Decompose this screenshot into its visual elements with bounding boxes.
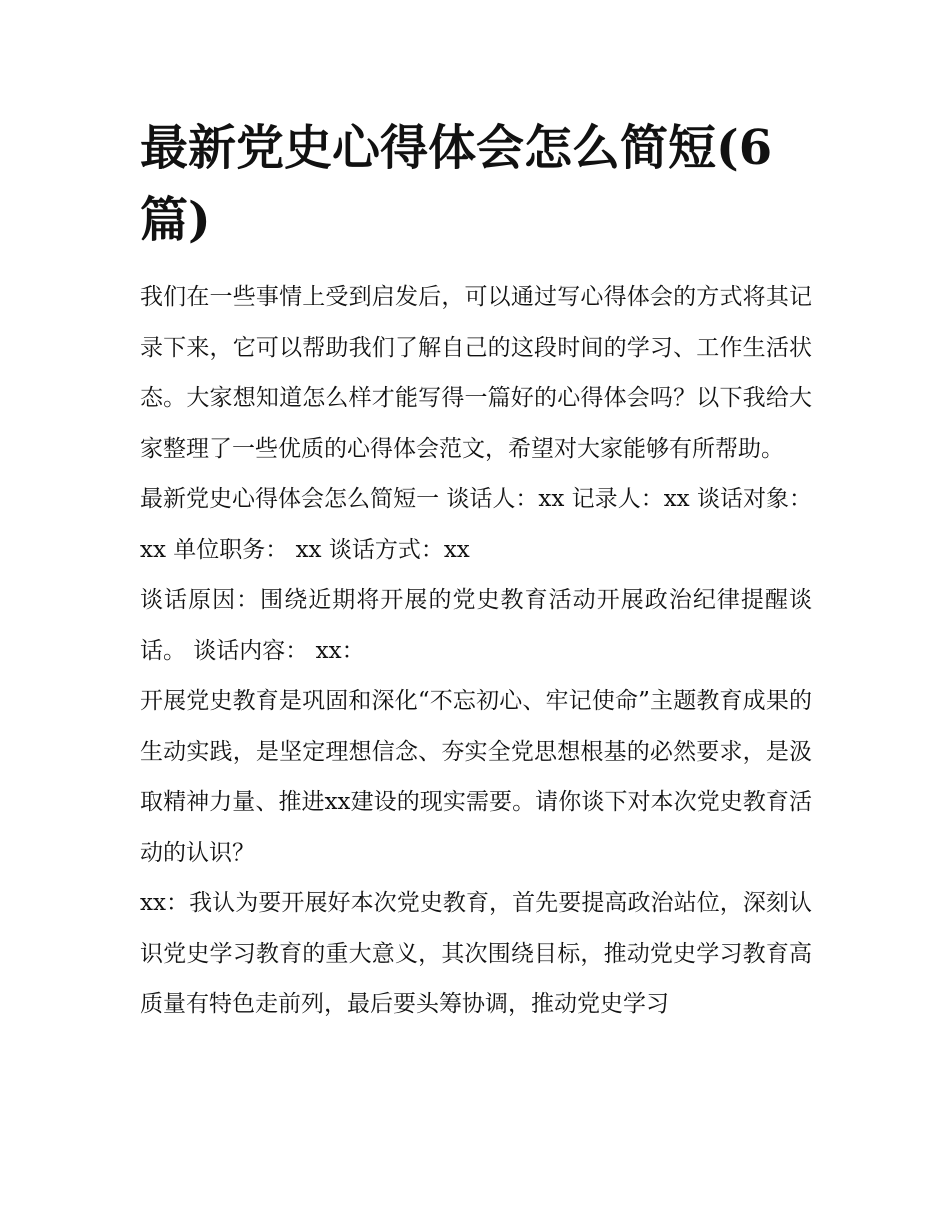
question-paragraph: 开展党史教育是巩固和深化“不忘初心、牢记使命”主题教育成果的生动实践，是坚定理想信念、夯实全党思想根基的必然要求，是汲取精神力量、推进xx建设的现实需要。请你谈下对本次党史教育活动的认识？ bbox=[140, 688, 812, 866]
interview-reason-paragraph: 谈话原因：围绕近期将开展的党史教育活动开展政治纪律提醒谈话。 谈话内容： xx： bbox=[140, 587, 812, 664]
interview-info-paragraph: 最新党史心得体会怎么简短一 谈话人：xx 记录人：xx 谈话对象：xx 单位职务： xx 谈话方式：xx bbox=[140, 486, 812, 563]
intro-paragraph: 我们在一些事情上受到启发后，可以通过写心得体会的方式将其记录下来，它可以帮助我们了解自己的这段时间的学习、工作生活状态。大家想知道怎么样才能写得一篇好的心得体会吗？以下我给大家整理了一些优质的心得体会范文，希望对大家能够有所帮助。 bbox=[140, 284, 812, 462]
answer-paragraph: xx：我认为要开展好本次党史教育，首先要提高政治站位，深刻认识党史学习教育的重大意义，其次围绕目标，推动党史学习教育高质量有特色走前列，最后要头筹协调，推动党史学习 bbox=[140, 890, 812, 1017]
document-body bbox=[140, 112, 812, 1030]
document-title: 最新党史心得体会怎么简短(6篇) bbox=[140, 120, 773, 248]
